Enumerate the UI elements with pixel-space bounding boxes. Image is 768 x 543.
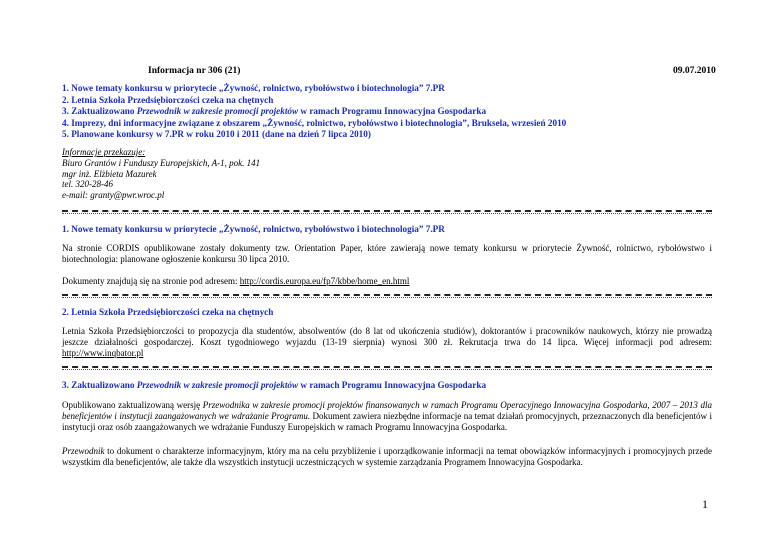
contact-email: e-mail: granty@pwr.wroc.pl	[62, 190, 165, 201]
section-divider	[62, 294, 712, 296]
bulletin-date: 09.07.2010	[673, 66, 716, 76]
section-2-title: 2. Letnia Szkoła Przedsiębiorczości czeka na chętnych	[62, 307, 274, 317]
table-of-contents	[62, 83, 566, 141]
toc-item[interactable]: 4. Imprezy, dni informacyjne związane z obszarem „Żywność, rolnictwo, rybołówstwo i biotechnologia”, Bruksela, wrzesień 2010	[62, 117, 567, 128]
section-divider	[62, 210, 712, 212]
contact-line: Biuro Grantów i Funduszy Europejskich, A-1, pok. 141	[62, 157, 261, 168]
cordis-link[interactable]: http://cordis.europa.eu/fp7/kbbe/home_en.html	[239, 276, 410, 286]
section-2-paragraph: Letnia Szkoła Przedsiębiorczości to propozycja dla studentów, absolwentów (do 8 lat od ukończenia studiów), doktorantów i pracowników naukowych, którzy nie prowadzą jeszcze działalności gospodarczej. Koszt tygodniowego wyjazdu (13-19 sierpnia) wynosi 300 zł. Rekrutacja trwa do 14 lipca. Więcej informacji pod adresem: http://www.inqbator.pl	[62, 326, 712, 358]
toc-item[interactable]: 2. Letnia Szkoła Przedsiębiorczości czeka na chętnych	[62, 94, 274, 105]
contact-line: mgr inż. Elżbieta Mazurek	[62, 168, 157, 179]
section-1-paragraph: Na stronie CORDIS opublikowane zostały dokumenty tzw. Orientation Paper, które zawierają nowe tematy konkursu w priorytecie Żywność, rolnictwo, rybołówstwo i biotechnologia: planowane ogłoszenie konkursu 30 lipca 2010.	[62, 243, 712, 264]
contact-line: tel. 320-28-46	[62, 179, 113, 190]
toc-item[interactable]: 3. Zaktualizowano Przewodnik w zakresie promocji projektów w ramach Programu Innowacyjna Gospodarka	[62, 106, 487, 117]
section-3-paragraph-2: Przewodnik to dokument o charakterze informacyjnym, który ma na celu przybliżenie i uporządkowanie informacji na temat obowiązków informacyjnych i promocyjnych przede wszystkim dla beneficjentów, ale także dla wszystkich instytucji uczestniczących w systemie zarządzania Programem Innowacyjna Gospodarka.	[62, 446, 712, 467]
contact-label: Informacje przekazuje:	[62, 147, 146, 157]
section-divider	[62, 366, 712, 368]
section-3-title: 3. Zaktualizowano Przewodnik w zakresie promocji projektów w ramach Programu Innowacyjna Gospodarka	[62, 380, 487, 390]
bulletin-title: Informacja nr 306 (21)	[148, 66, 241, 76]
section-1-title: 1. Nowe tematy konkursu w priorytecie „Żywność, rolnictwo, rybołówstwo i biotechnologia” 7.PR	[62, 224, 445, 234]
toc-item[interactable]: 1. Nowe tematy konkursu w priorytecie „Żywność, rolnictwo, rybołówstwo i biotechnologia” 7.PR	[62, 83, 445, 93]
toc-item[interactable]: 5. Planowane konkursy w 7.PR w roku 2010 i 2011 (dane na dzień 7 lipca 2010)	[62, 129, 371, 140]
section-1-links-paragraph: Dokumenty znajdują się na stronie pod adresem: http://cordis.europa.eu/fp7/kbbe/home_en.html	[62, 276, 410, 286]
contact-info	[62, 147, 260, 201]
section-3-paragraph: Opublikowano zaktualizowaną wersję Przewodnika w zakresie promocji projektów finansowanych w ramach Programu Operacyjnego Innowacyjna Gospodarka, 2007 – 2013 dla beneficjentów i instytucji zaangażowanych we wdrażanie Programu. Dokument zawiera niezbędne informacje na temat działań promocyjnych, przeznaczonych dla beneficjentów i instytucji oraz osób zaangażowanych we wdrażanie Funduszy Europejskich w ramach Programu Innowacyjna Gospodarka.	[62, 400, 712, 432]
page-number: 1	[702, 497, 708, 511]
inqbator-link[interactable]: http://www.inqbator.pl	[62, 348, 144, 358]
